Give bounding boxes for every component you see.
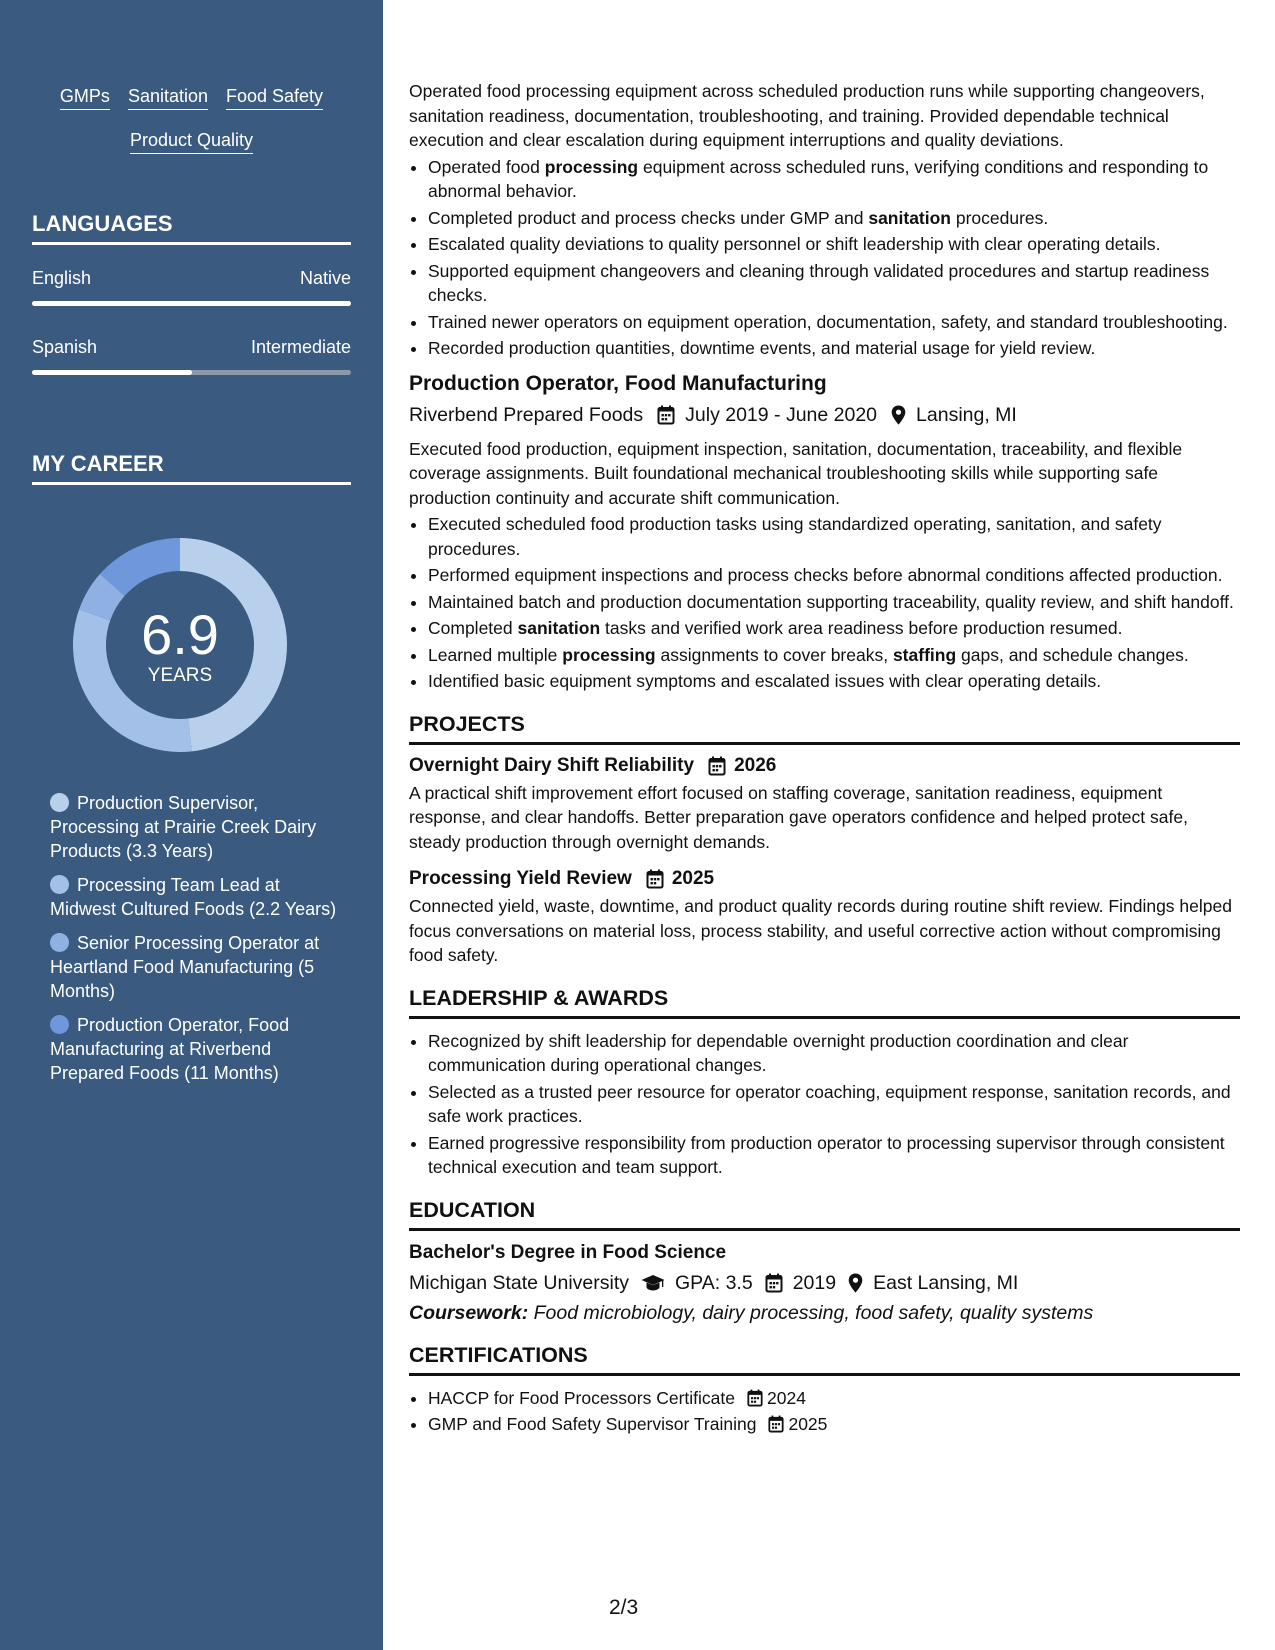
job-bullet: • Supported equipment changeovers and cleaning through validated procedures and startup readiness checks. <box>428 259 1240 308</box>
career-item-text: Production Operator, Food Manufacturing at Riverbend Prepared Foods (11 Months) <box>50 1015 290 1083</box>
job-bullet: • Maintained batch and production documentation supporting traceability, quality review, and shift handoff. <box>428 590 1240 615</box>
job-bullet: • Executed scheduled food production tasks using standardized operating, sanitation, and safety procedures. <box>428 512 1240 561</box>
career-total-years: 6.9 <box>141 603 219 666</box>
leadership-item: • Selected as a trusted peer resource for operator coaching, equipment response, sanitation records, and safe work practices. <box>428 1080 1240 1129</box>
certification-year: 2025 <box>788 1414 828 1434</box>
job-location: Lansing, MI <box>916 403 1017 426</box>
language-spanish <box>32 337 351 375</box>
career-dot-icon <box>50 1015 69 1034</box>
certifications-heading: CERTIFICATIONS <box>409 1343 1240 1376</box>
leadership-heading: LEADERSHIP & AWARDS <box>409 986 1240 1019</box>
calendar-icon <box>646 869 664 889</box>
language-name: Spanish <box>32 337 98 357</box>
certifications-list <box>409 1386 1240 1437</box>
language-name: English <box>32 268 92 288</box>
calendar-icon <box>708 756 726 776</box>
job-bullets <box>409 512 1240 694</box>
career-item <box>50 873 350 921</box>
calendar-icon <box>765 1273 783 1293</box>
calendar-icon <box>768 1415 784 1433</box>
career-item <box>50 931 350 1003</box>
project-name: Overnight Dairy Shift Reliability <box>409 754 695 776</box>
language-level: Intermediate <box>250 337 351 357</box>
project-year: 2025 <box>671 868 715 889</box>
job-summary: Operated food processing equipment across scheduled production runs while supporting changeovers, sanitation readiness, documentation, troubleshooting, and training. Provided dependable technical execution and clear escalation during equipment interruptions and quality deviations. <box>409 81 1205 150</box>
job-title: Production Operator, Food Manufacturing <box>409 371 827 395</box>
certification-year: 2024 <box>767 1387 806 1408</box>
job-bullet: • Identified basic equipment symptoms and escalated issues with clear operating details. <box>428 669 1240 694</box>
coursework <box>409 1302 1240 1325</box>
career-years-label: YEARS <box>147 665 213 686</box>
leadership-item: • Recognized by shift leadership for dependable overnight production coordination and clear communication during operational changes. <box>428 1029 1240 1078</box>
job-summary: Executed food production, equipment inspection, sanitation, documentation, traceability, and flexible coverage assignments. Built foundational mechanical troubleshooting skills while supporting safe production continuity and accurate shift communication. <box>409 438 1183 508</box>
education-heading: EDUCATION <box>409 1198 1240 1231</box>
skill-tag: Product Quality <box>130 130 253 154</box>
certification-name: • HACCP for Food Processors Certificate <box>428 1387 736 1408</box>
calendar-icon <box>747 1389 763 1407</box>
project-description: Connected yield, waste, downtime, and product quality records during routine shift review. Findings helped focus conversations on material loss, process stability, and useful corrective action without compromising food safety. <box>409 896 1232 965</box>
certification-name: • GMP and Food Safety Supervisor Training <box>428 1414 757 1434</box>
career-dot-icon <box>50 875 69 894</box>
language-bar <box>32 301 351 306</box>
career-dot-icon <box>50 933 69 952</box>
coursework-label: Coursework: <box>409 1301 529 1324</box>
job-meta <box>409 404 1240 427</box>
school-name: Michigan State University <box>409 1271 630 1294</box>
job-bullet: • Completed product and process checks under GMP and sanitation procedures. <box>428 206 1240 231</box>
school-location: East Lansing, MI <box>873 1271 1019 1294</box>
main-content <box>409 0 1240 1650</box>
job-dates: July 2019 - June 2020 <box>685 403 878 426</box>
leadership-item: • Earned progressive responsibility from production operator to processing supervisor through consistent technical execution and team support. <box>428 1131 1240 1180</box>
graduation-year: 2019 <box>792 1271 837 1294</box>
languages-heading: LANGUAGES <box>32 211 351 245</box>
project-title <box>409 868 1240 890</box>
language-bar <box>32 370 351 375</box>
job-bullet: • Trained newer operators on equipment operation, documentation, safety, and standard troubleshooting. <box>428 310 1240 335</box>
graduation-cap-icon <box>641 1274 665 1292</box>
language-level: Native <box>299 268 351 288</box>
career-heading: MY CAREER <box>32 451 351 485</box>
skill-tag: Food Safety <box>226 86 323 110</box>
job-bullet: • Performed equipment inspections and process checks before abnormal conditions affected production. <box>428 563 1240 588</box>
page-number: 2/3 <box>609 1596 639 1619</box>
career-item <box>50 1013 350 1085</box>
skills-list <box>32 86 351 154</box>
degree-title: Bachelor's Degree in Food Science <box>409 1241 727 1263</box>
career-dot-icon <box>50 793 69 812</box>
project-description: A practical shift improvement effort focused on staffing coverage, sanitation readiness, equipment response, and clear handoffs. Better preparation gave operators confidence and helped protect safe, steady production through overnight demands. <box>409 782 1188 852</box>
project-name: Processing Yield Review <box>409 868 632 889</box>
language-english <box>32 268 351 306</box>
job-bullet: • Recorded production quantities, downtime events, and material usage for yield review. <box>428 336 1240 361</box>
career-item-text: Production Supervisor, Processing at Prairie Creek Dairy Products (3.3 Years) <box>50 793 317 861</box>
sidebar <box>0 0 383 1650</box>
career-donut <box>65 530 295 760</box>
job-bullet: • Operated food processing equipment across scheduled runs, verifying conditions and responding to abnormal behavior. <box>428 155 1240 204</box>
job-bullet: • Completed sanitation tasks and verified work area readiness before production resumed. <box>428 616 1240 641</box>
skill-tag: GMPs <box>60 86 110 110</box>
coursework-text: Food microbiology, dairy processing, food safety, quality systems <box>533 1301 1094 1324</box>
calendar-icon <box>657 405 675 425</box>
location-pin-icon <box>891 405 906 425</box>
certification-item <box>428 1386 1240 1411</box>
location-pin-icon <box>848 1273 863 1293</box>
leadership-list <box>409 1029 1240 1180</box>
project-year: 2026 <box>734 754 777 776</box>
projects-heading: PROJECTS <box>409 712 1240 745</box>
skill-tag: Sanitation <box>128 86 208 110</box>
language-bar-fill <box>32 301 351 306</box>
language-bar-fill <box>32 370 192 375</box>
career-item-text: Processing Team Lead at Midwest Cultured Foods (2.2 Years) <box>50 875 337 919</box>
project-title <box>409 755 1240 777</box>
job-bullet: • Escalated quality deviations to quality personnel or shift leadership with clear operating details. <box>428 232 1240 257</box>
education-meta <box>409 1272 1240 1295</box>
certification-item <box>428 1412 1240 1437</box>
career-item <box>50 791 350 863</box>
gpa: GPA: 3.5 <box>675 1271 753 1294</box>
career-item-text: Senior Processing Operator at Heartland Food Manufacturing (5 Months) <box>50 933 320 1001</box>
job-bullets <box>409 155 1240 361</box>
company-name: Riverbend Prepared Foods <box>409 403 644 426</box>
career-list <box>50 791 350 1095</box>
job-bullet: • Learned multiple processing assignments to cover breaks, staffing gaps, and schedule changes. <box>428 643 1240 668</box>
